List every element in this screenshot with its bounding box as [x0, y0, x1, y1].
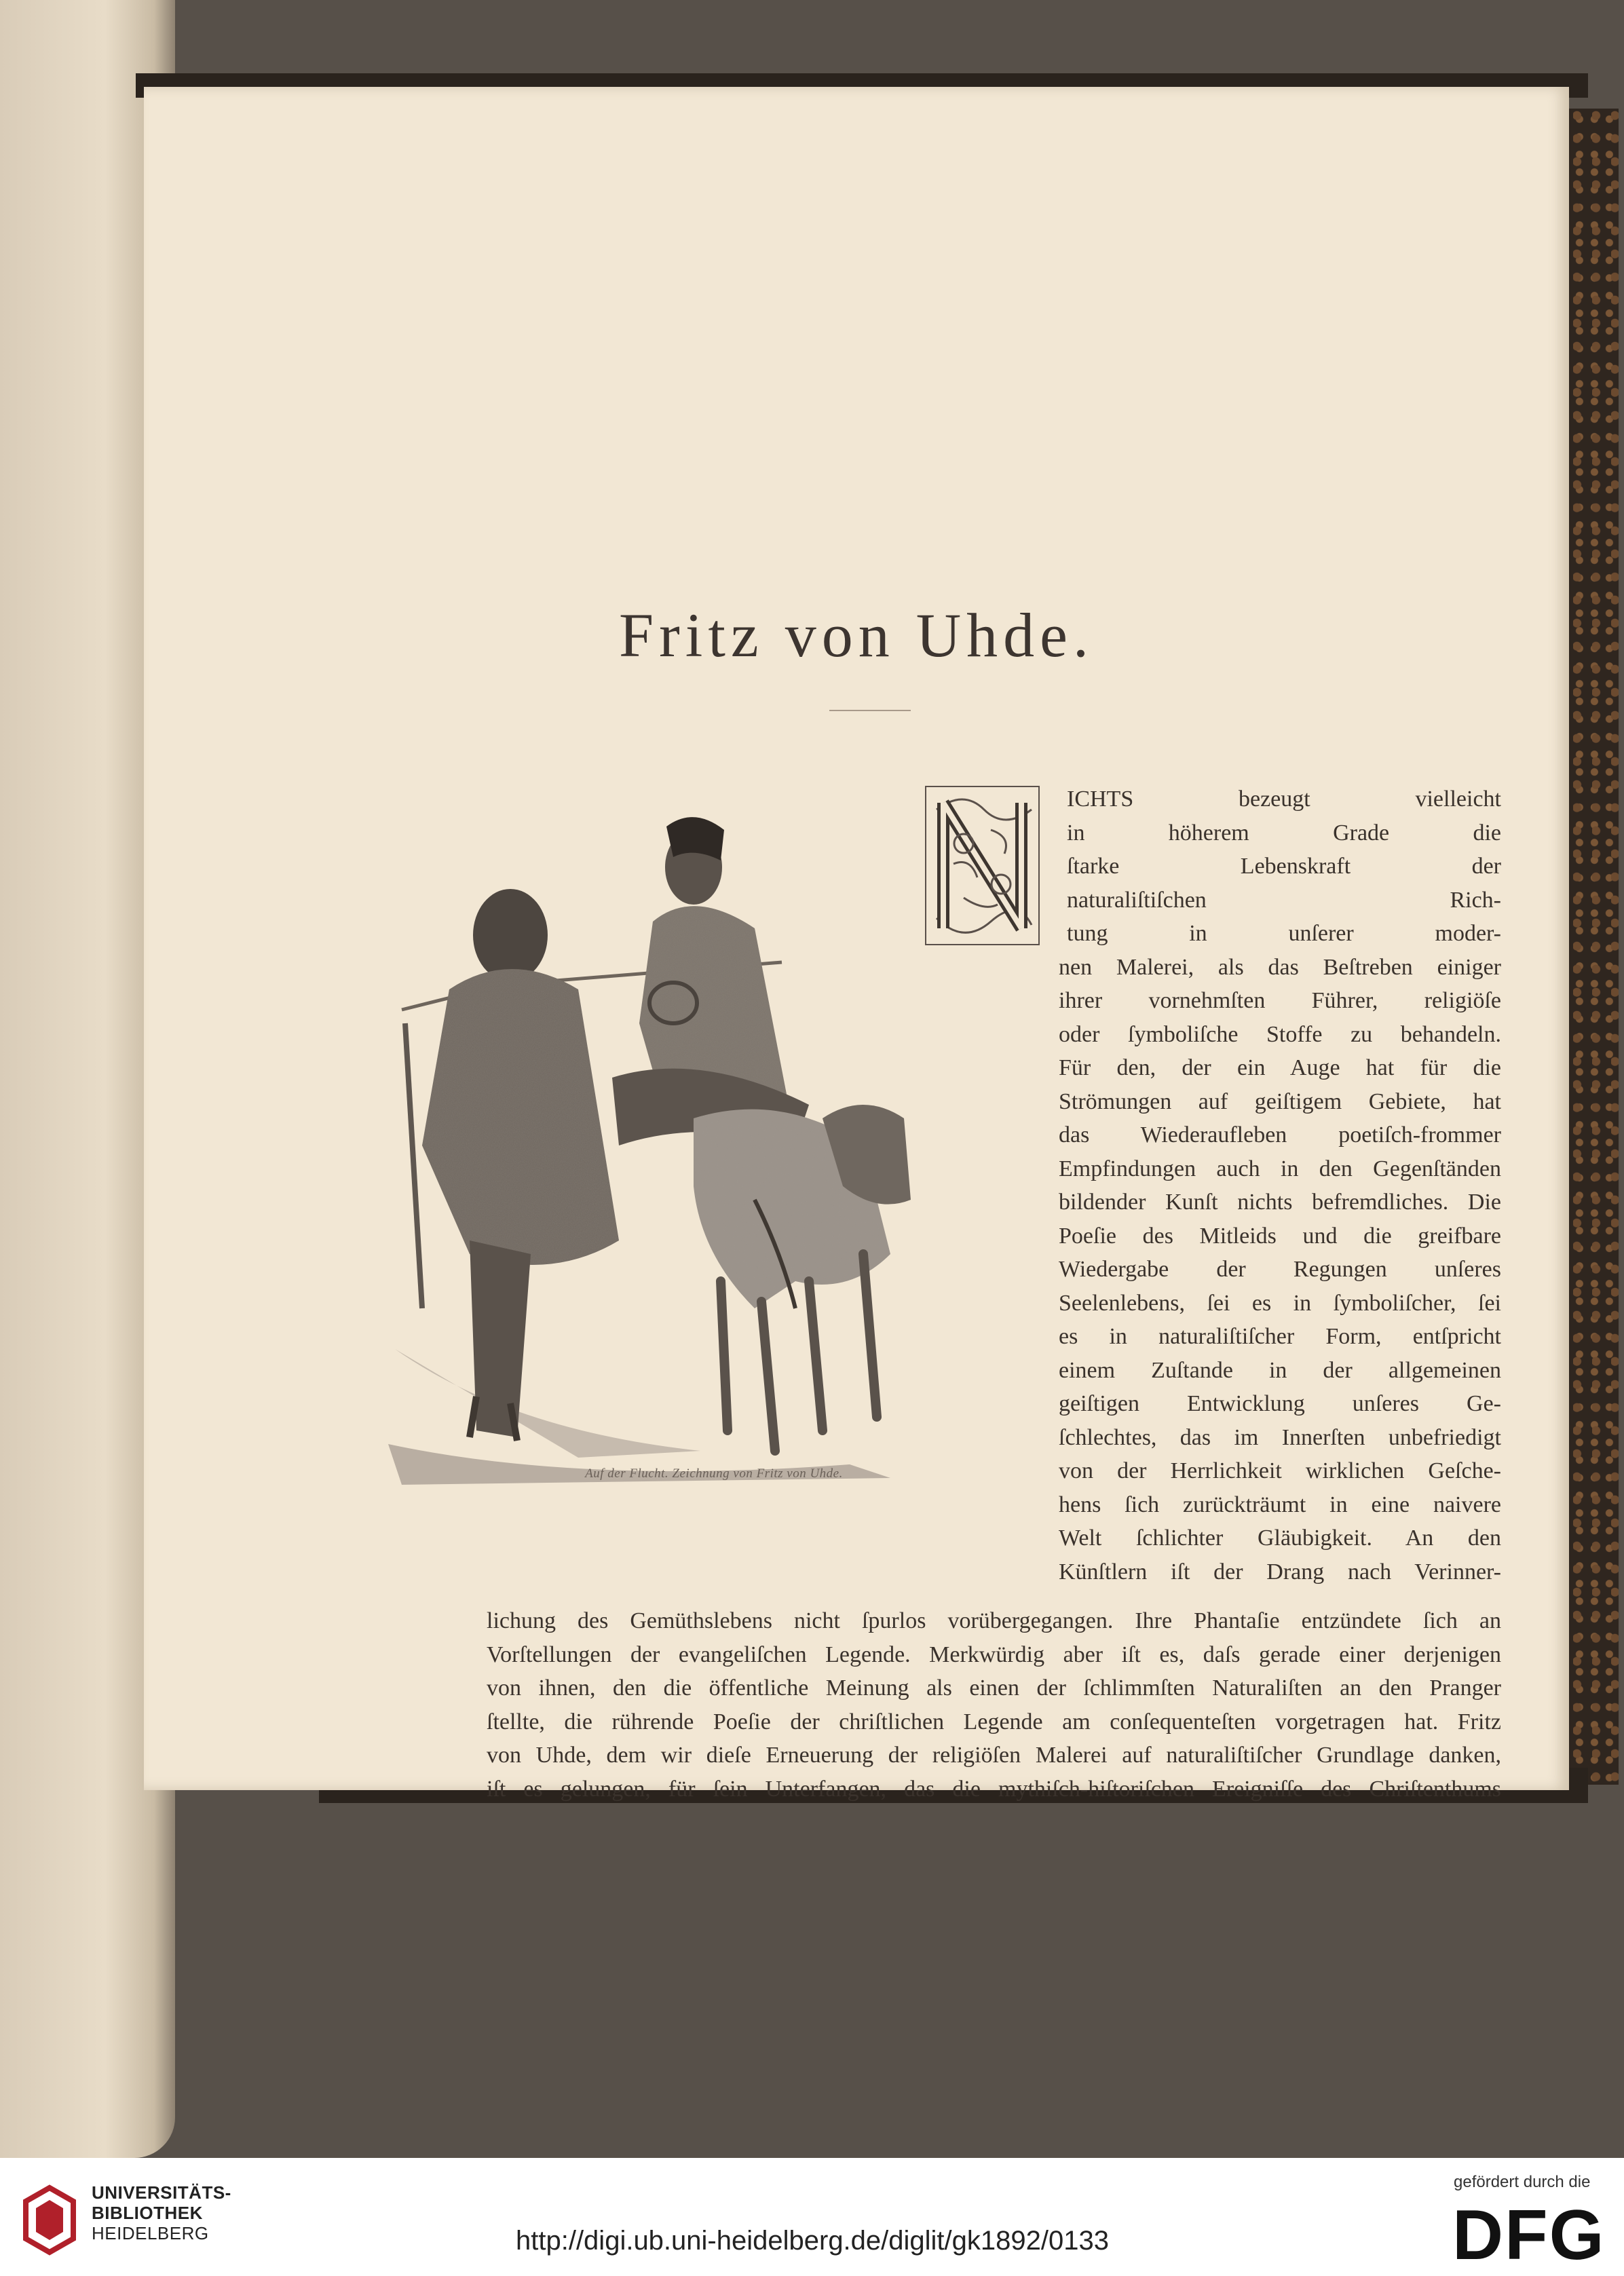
ornamental-initial-n: [923, 782, 1042, 949]
permalink-url[interactable]: http://digi.ub.uni-heidelberg.de/diglit/gk1892/0133: [516, 2226, 1109, 2256]
full-width-text: [487, 1604, 1501, 1806]
page-title: Fritz von Uhde.: [618, 601, 1095, 670]
text-line: von Uhde, dem wir dieſe Erneuerung der religiöſen Malerei auf naturaliſtiſcher Grundlage danken,: [487, 1743, 1501, 1768]
text-line: ſtarke Lebenskraft der: [1067, 854, 1501, 879]
text-line: Empfindungen auch in den Gegenſtänden: [1059, 1156, 1501, 1181]
text-line: iſt es gelungen, für ſein Unterfangen, das die mythiſch-hiſtoriſchen Ereigniſſe des Chriſtenthums: [487, 1776, 1501, 1802]
text-line: Poeſie des Mitleids und die greifbare: [1059, 1223, 1501, 1249]
text-line: tung in unſerer moder-: [1067, 921, 1501, 946]
text-line: bildender Kunſt nichts befremdliches. Die: [1059, 1190, 1501, 1215]
text-line: hens ſich zurückträumt in eine naivere: [1059, 1492, 1501, 1517]
text-line: das Wiederaufleben poetiſch-frommer: [1059, 1122, 1501, 1148]
library-name: [92, 2182, 231, 2243]
text-line: in höherem Grade die: [1067, 820, 1501, 846]
library-line-3: HEIDELBERG: [92, 2223, 209, 2243]
text-line: naturaliſtiſchen Rich-: [1067, 887, 1501, 913]
text-line: ihrer vornehmſten Führer, religiöſe: [1059, 988, 1501, 1013]
text-line: ICHTS bezeugt vielleicht: [1067, 786, 1501, 812]
text-line: Seelenlebens, ſei es in ſymboliſcher, ſei: [1059, 1290, 1501, 1316]
text-line: Wiedergabe der Regungen unſeres: [1059, 1257, 1501, 1282]
library-line-1: UNIVERSITÄTS-: [92, 2182, 231, 2203]
text-line: geiſtigen Entwicklung unſeres Ge-: [1059, 1391, 1501, 1416]
book-page: [144, 87, 1569, 1802]
title-rule: [829, 710, 911, 711]
text-line: von der Herrlichkeit wirklichen Geſche-: [1059, 1458, 1501, 1483]
text-line: nen Malerei, als das Beſtreben einiger: [1059, 954, 1501, 980]
text-line: von ihnen, den die öffentliche Meinung als einen der ſchlimmſten Naturaliſten an den Pranger: [487, 1675, 1501, 1701]
university-library-logo-icon: [19, 2174, 80, 2256]
text-line: Vorſtellungen der evangeliſchen Legende. Merkwürdig aber iſt es, daſs gerade einer derjenigen: [487, 1642, 1501, 1667]
text-line: Künſtlern iſt der Drang nach Verinner-: [1059, 1559, 1501, 1585]
dfg-logo: DFG: [1452, 2196, 1606, 2275]
illustration-caption: Auf der Flucht. Zeichnung von Fritz von Uhde.: [585, 1466, 843, 1481]
funding-note: gefördert durch die: [1454, 2173, 1591, 2191]
text-column: [1059, 782, 1501, 1589]
text-line: einem Zuſtande in der allgemeinen: [1059, 1357, 1501, 1383]
text-line: Strömungen auf geiſtigem Gebiete, hat: [1059, 1088, 1501, 1114]
digitization-footer: [0, 2158, 1624, 2276]
text-line: lichung des Gemüthslebens nicht ſpurlos vorübergegangen. Ihre Phantaſie entzündete ſich an: [487, 1608, 1501, 1633]
text-line: oder ſymboliſche Stoffe zu behandeln.: [1059, 1021, 1501, 1047]
text-line: Für den, der ein Auge hat für die: [1059, 1055, 1501, 1080]
text-line: Welt ſchlichter Gläubigkeit. An den: [1059, 1525, 1501, 1551]
library-line-2: BIBLIOTHEK: [92, 2203, 203, 2223]
text-line: es in naturaliſtiſcher Form, entſpricht: [1059, 1324, 1501, 1349]
text-line: ſchlechtes, das im Innerſten unbefriedigt: [1059, 1424, 1501, 1450]
text-line: ſtellte, die rührende Poeſie der chriſtlichen Legende am conſequenteſten vorgetragen hat. Fritz: [487, 1709, 1501, 1734]
